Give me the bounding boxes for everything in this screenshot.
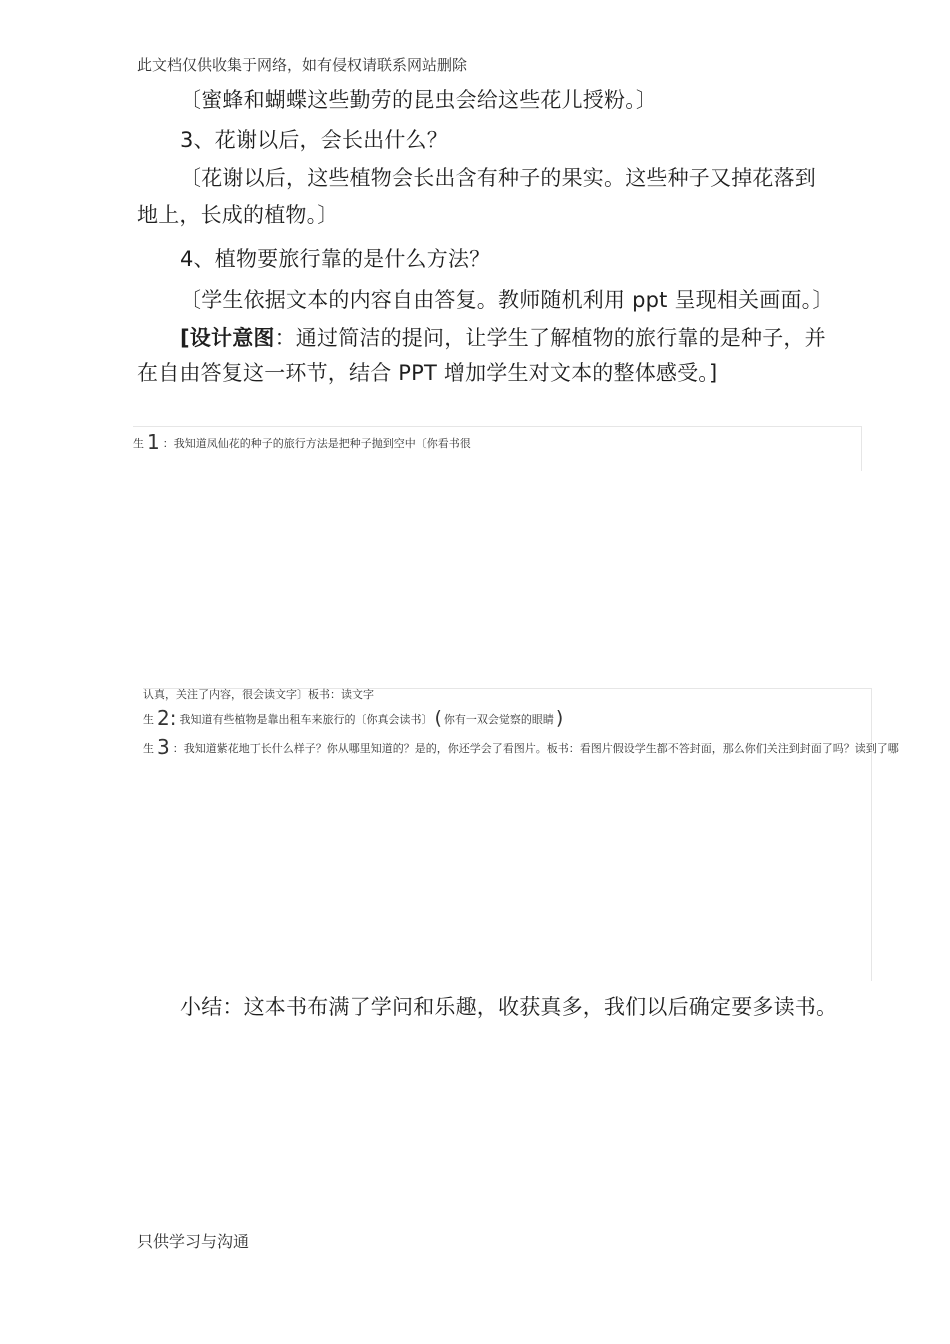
design-intent-line-2: 在自由答复这一环节，结合 PPT 增加学生对文本的整体感受。] [137, 361, 718, 385]
student-note-3 [143, 735, 949, 759]
answer-3-line-2: 地上，长成的植物。〕 [137, 203, 339, 227]
answer-line-pollination: 〔蜜蜂和蝴蝶这些勤劳的昆虫会给这些花儿授粉。〕 [180, 88, 658, 112]
student-number: 2: [157, 706, 177, 730]
summary-line: 小结：这本书布满了学问和乐趣，收获真多，我们以后确定要多读书。 [180, 995, 838, 1019]
student-number: 1 [147, 430, 160, 454]
answer-4: 〔学生依据文本的内容自由答复。教师随机利用 ppt 呈现相关画面。〕 [180, 288, 834, 312]
student-note-1 [133, 430, 471, 454]
student-note-text: ：我知道紫花地丁长什么样子？你从哪里知道的？是的，你还学会了看图片。板书：看图片假设学生都不答封面，那么你们关注到封面了吗？读到了哪 [172, 742, 899, 755]
answer-3-line-1: 〔花谢以后，这些植物会长出含有种子的果实。这些种子又掉花落到 [180, 166, 816, 190]
design-intent-text-1: ：通过简洁的提问，让学生了解植物的旅行靠的是种子，并 [274, 326, 826, 350]
student-note-1-continuation: 认真，关注了内容，很会读文字〕板书：读文字 [143, 688, 374, 701]
student-label: 生 [133, 437, 144, 450]
student-number: 3 [157, 735, 170, 759]
student-note-text: 我知道有些植物是靠出租车来旅行的〔你真会读书〕 [179, 713, 433, 726]
student-label: 生 [143, 713, 154, 726]
design-intent-label: [设计意图 [180, 326, 275, 350]
student-note-2 [143, 706, 565, 730]
student-label: 生 [143, 742, 154, 755]
design-intent-line-1 [180, 322, 826, 352]
student-note-paren-text: 你有一双会觉察的眼睛 [443, 713, 554, 726]
student-note-text: ：我知道凤仙花的种子的旅行方法是把种子抛到空中〔你看书很 [162, 437, 471, 450]
close-paren: ) [555, 707, 564, 729]
open-paren: ( [434, 707, 442, 729]
question-4: 4、植物要旅行靠的是什么方法？ [180, 247, 491, 271]
note-frame-2 [143, 688, 872, 981]
footer-note: 只供学习与沟通 [137, 1232, 250, 1251]
question-3: 3、花谢以后，会长出什么？ [180, 128, 448, 152]
header-notice: 此文档仅供收集于网络，如有侵权请联系网站删除 [137, 56, 468, 74]
